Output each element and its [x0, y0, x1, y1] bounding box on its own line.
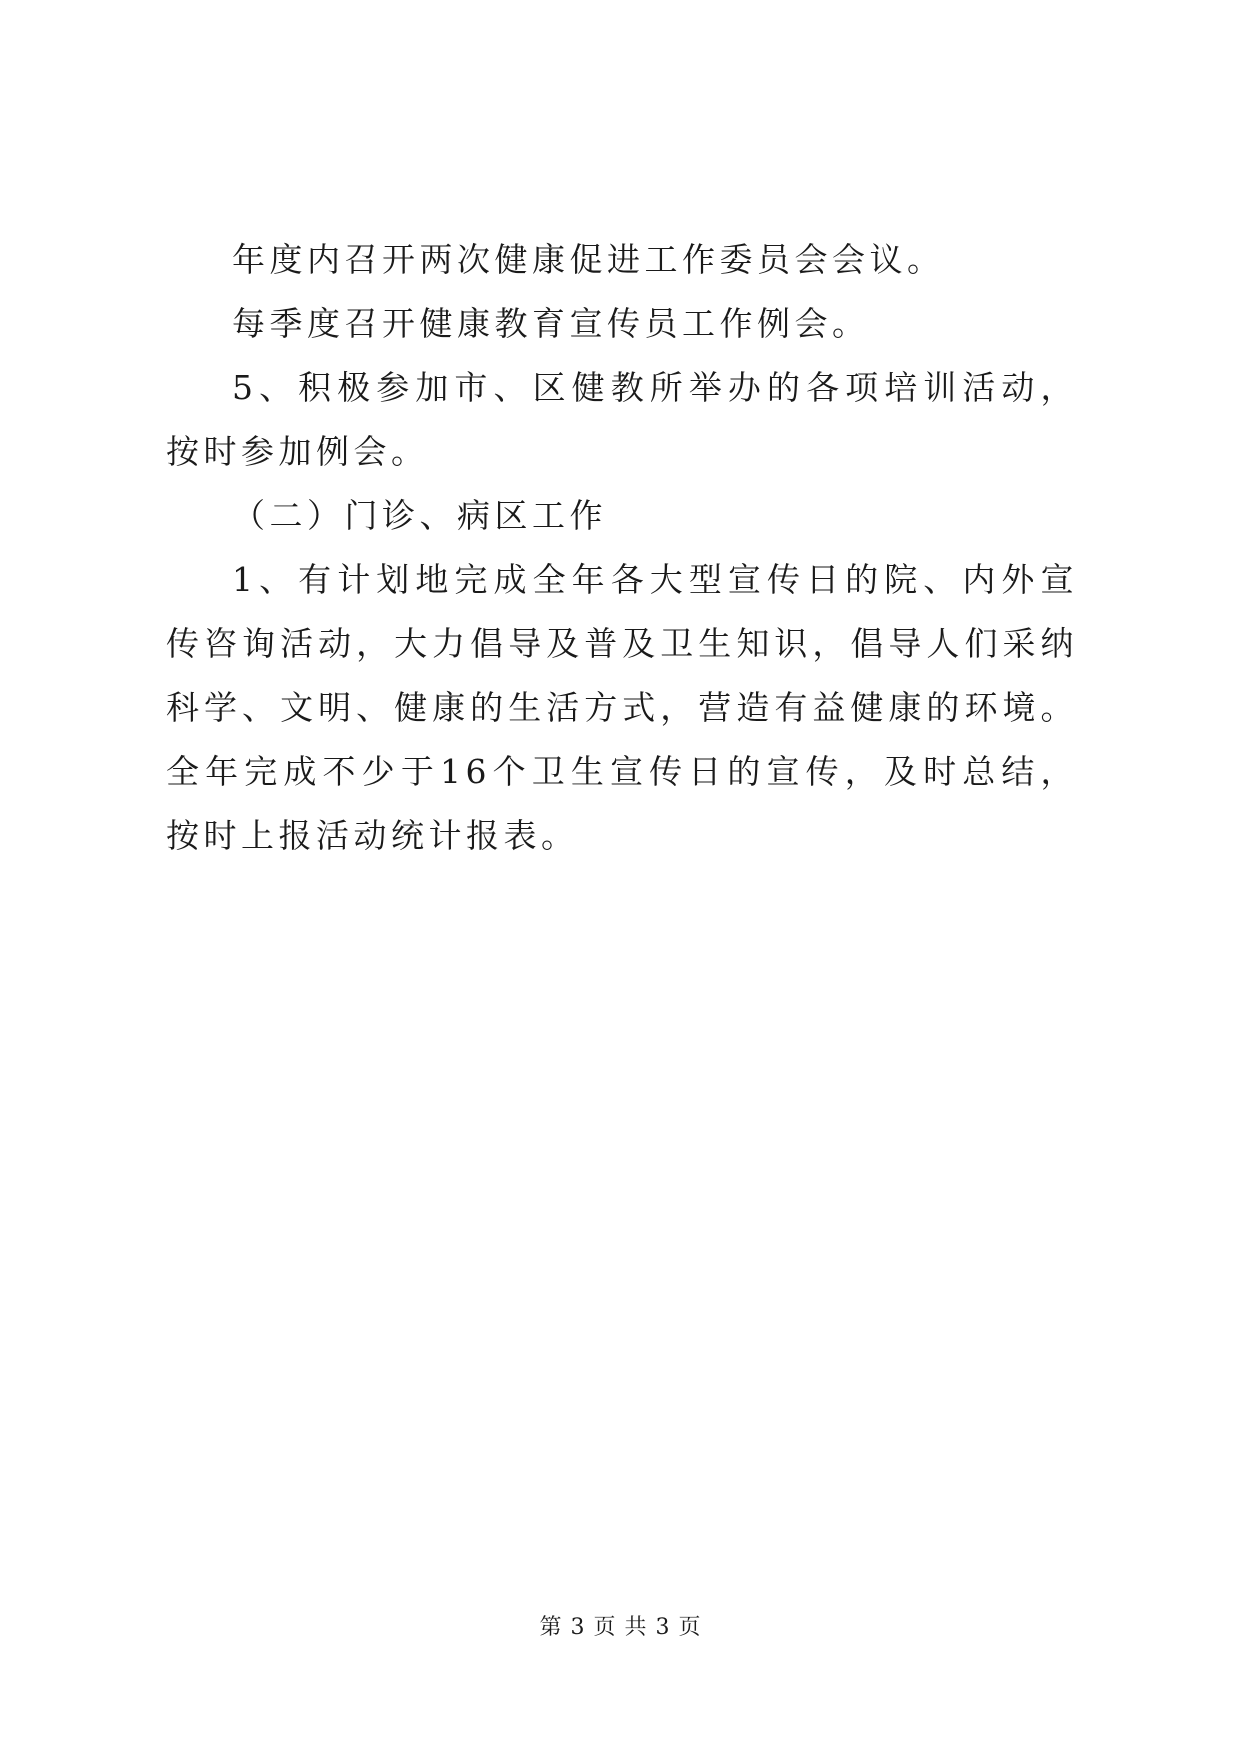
page-number-footer: 第 3 页 共 3 页	[539, 1615, 702, 1640]
document-body	[166, 228, 1078, 868]
paragraph-meeting-committee: 年度内召开两次健康促进工作委员会会议。	[232, 240, 945, 279]
paragraph-training: 5、积极参加市、区健教所举办的各项培训活动，按时参加例会。	[166, 368, 1078, 471]
paragraph-publicity-days: 1、有计划地完成全年各大型宣传日的院、内外宣传咨询活动，大力倡导及普及卫生知识，倡导人们采纳科学、文明、健康的生活方式，营造有益健康的环境。全年完成不少于16个卫生宣传日的宣传，及时总结，按时上报活动统计报表。	[166, 560, 1078, 855]
section-heading-outpatient: （二）门诊、病区工作	[232, 496, 607, 535]
paragraph-meeting-quarterly: 每季度召开健康教育宣传员工作例会。	[232, 304, 870, 343]
